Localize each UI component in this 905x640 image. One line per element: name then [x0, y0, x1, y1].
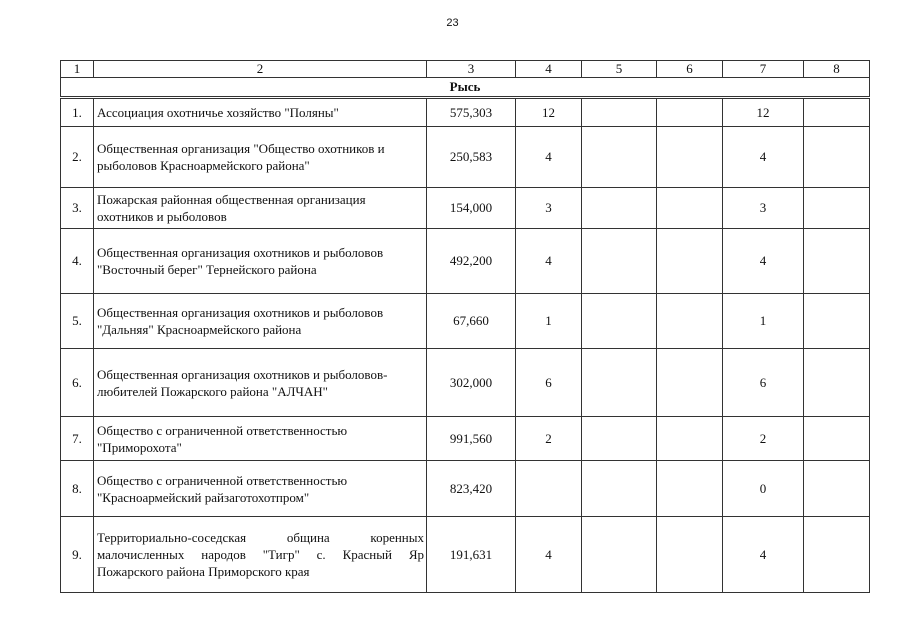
row-number: 6.	[61, 349, 94, 417]
col4-value	[516, 461, 582, 517]
row-number: 1.	[61, 98, 94, 127]
col8-value	[804, 517, 870, 593]
organization-name: Пожарская районная общественная организация охотников и рыболовов	[94, 188, 427, 229]
page-number: 23	[446, 17, 459, 29]
col7-value: 4	[723, 229, 804, 294]
row-number: 9.	[61, 517, 94, 593]
col4-value: 3	[516, 188, 582, 229]
col8-value	[804, 98, 870, 127]
col4-value: 4	[516, 127, 582, 188]
column-header-1: 1	[61, 61, 94, 78]
organization-name: Общественная организация "Общество охотников и рыболовов Красноармейского района"	[94, 127, 427, 188]
col4-value: 6	[516, 349, 582, 417]
col5-value	[582, 461, 657, 517]
table-row	[61, 294, 870, 349]
col6-value	[657, 349, 723, 417]
section-title: Рысь	[61, 78, 870, 98]
col7-value: 6	[723, 349, 804, 417]
table-row	[61, 349, 870, 417]
column-header-3: 3	[427, 61, 516, 78]
col7-value: 4	[723, 127, 804, 188]
col8-value	[804, 294, 870, 349]
area-value: 154,000	[427, 188, 516, 229]
col5-value	[582, 294, 657, 349]
area-value: 575,303	[427, 98, 516, 127]
organization-name: Общество с ограниченной ответственностью "Приморохота"	[94, 417, 427, 461]
col7-value: 12	[723, 98, 804, 127]
col5-value	[582, 517, 657, 593]
table-row	[61, 461, 870, 517]
col8-value	[804, 229, 870, 294]
column-header-8: 8	[804, 61, 870, 78]
area-value: 492,200	[427, 229, 516, 294]
col8-value	[804, 188, 870, 229]
col6-value	[657, 294, 723, 349]
row-number: 4.	[61, 229, 94, 294]
row-number: 3.	[61, 188, 94, 229]
column-header-5: 5	[582, 61, 657, 78]
col7-value: 2	[723, 417, 804, 461]
col8-value	[804, 349, 870, 417]
col5-value	[582, 188, 657, 229]
section-row	[61, 78, 870, 98]
table-row	[61, 98, 870, 127]
organization-name: Территориально-соседская община коренных малочисленных народов "Тигр" с. Красный Яр Пожарского района Приморского края	[94, 517, 427, 593]
area-value: 302,000	[427, 349, 516, 417]
col4-value: 4	[516, 229, 582, 294]
column-header-6: 6	[657, 61, 723, 78]
header-row	[61, 61, 870, 78]
column-header-2: 2	[94, 61, 427, 78]
organization-name: Общественная организация охотников и рыболовов "Восточный берег" Тернейского района	[94, 229, 427, 294]
col7-value: 3	[723, 188, 804, 229]
col7-value: 4	[723, 517, 804, 593]
area-value: 991,560	[427, 417, 516, 461]
col8-value	[804, 461, 870, 517]
area-value: 823,420	[427, 461, 516, 517]
table-row	[61, 188, 870, 229]
organization-name: Ассоциация охотничье хозяйство "Поляны"	[94, 98, 427, 127]
col6-value	[657, 188, 723, 229]
organization-name: Общественная организация охотников и рыболовов "Дальняя" Красноармейского района	[94, 294, 427, 349]
table-row	[61, 517, 870, 593]
col8-value	[804, 417, 870, 461]
organization-name: Общество с ограниченной ответственностью "Красноармейский райзаготохотпром"	[94, 461, 427, 517]
table-row	[61, 127, 870, 188]
area-value: 250,583	[427, 127, 516, 188]
column-header-4: 4	[516, 61, 582, 78]
quota-table	[60, 60, 870, 593]
table-row	[61, 417, 870, 461]
col6-value	[657, 517, 723, 593]
col6-value	[657, 417, 723, 461]
area-value: 67,660	[427, 294, 516, 349]
col4-value: 4	[516, 517, 582, 593]
col4-value: 2	[516, 417, 582, 461]
col7-value: 1	[723, 294, 804, 349]
col5-value	[582, 98, 657, 127]
col5-value	[582, 229, 657, 294]
table-row	[61, 229, 870, 294]
organization-name: Общественная организация охотников и рыболовов-любителей Пожарского района "АЛЧАН"	[94, 349, 427, 417]
col6-value	[657, 98, 723, 127]
area-value: 191,631	[427, 517, 516, 593]
col6-value	[657, 461, 723, 517]
row-number: 2.	[61, 127, 94, 188]
col7-value: 0	[723, 461, 804, 517]
col8-value	[804, 127, 870, 188]
col4-value: 12	[516, 98, 582, 127]
col5-value	[582, 417, 657, 461]
row-number: 8.	[61, 461, 94, 517]
col6-value	[657, 229, 723, 294]
row-number: 5.	[61, 294, 94, 349]
col6-value	[657, 127, 723, 188]
row-number: 7.	[61, 417, 94, 461]
col5-value	[582, 127, 657, 188]
col5-value	[582, 349, 657, 417]
column-header-7: 7	[723, 61, 804, 78]
col4-value: 1	[516, 294, 582, 349]
